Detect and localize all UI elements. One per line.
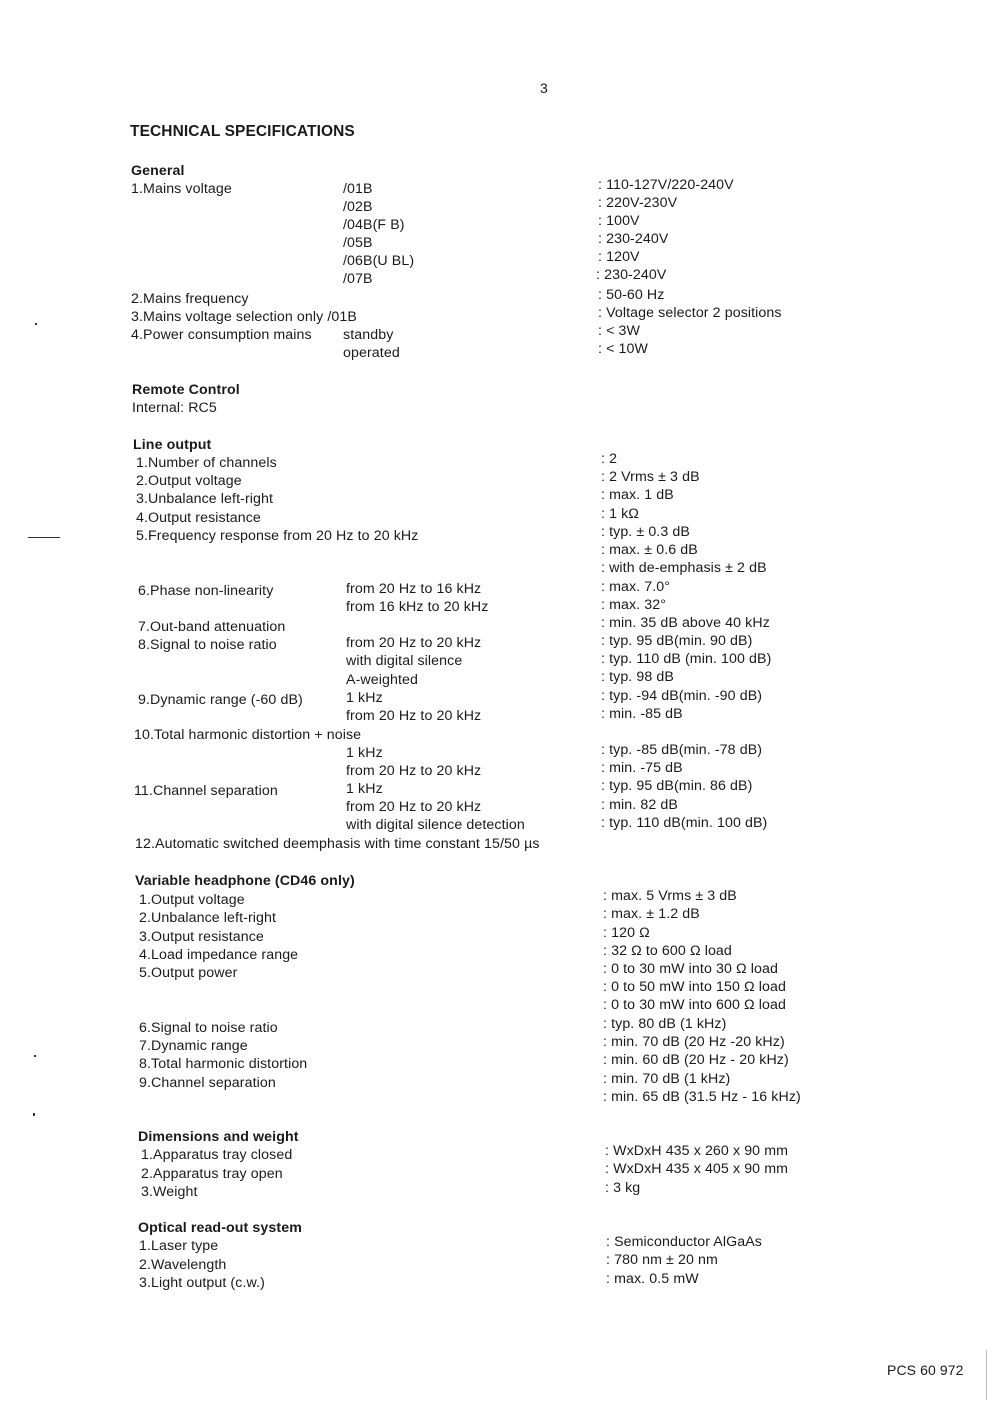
mains-voltage-variant: /04B(F B) <box>343 217 405 233</box>
tray-closed-value: : WxDxH 435 x 260 x 90 mm <box>605 1143 789 1159</box>
channel-separation-condition: with digital silence detection <box>346 817 525 833</box>
hp-channel-separation-value: : min. 70 dB (1 kHz) <box>603 1071 731 1087</box>
tray-open-label: 2.Apparatus tray open <box>141 1166 283 1182</box>
line-channels-label: 1.Number of channels <box>136 455 277 471</box>
hp-unbalance-label: 2.Unbalance left-right <box>139 910 277 926</box>
line-output-voltage-label: 2.Output voltage <box>136 473 242 489</box>
tray-open-value: : WxDxH 435 x 405 x 90 mm <box>605 1161 789 1177</box>
hp-dynamic-range-value: : min. 70 dB (20 Hz -20 kHz) <box>603 1034 785 1050</box>
channel-separation-value: : typ. 95 dB(min. 86 dB) <box>601 778 753 794</box>
hp-output-voltage-label: 1.Output voltage <box>139 892 245 908</box>
phase-nonlinearity-condition: from 16 kHz to 20 kHz <box>346 599 489 615</box>
page-number: 3 <box>540 80 548 96</box>
line-frequency-response-label: 5.Frequency response from 20 Hz to 20 kHz <box>136 528 419 544</box>
mains-voltage-value: : 110-127V/220-240V <box>598 177 734 193</box>
power-standby-value: : < 3W <box>598 323 640 339</box>
line-channels-value: : 2 <box>601 451 618 467</box>
power-operated-value: : < 10W <box>598 341 648 357</box>
section-heading-headphone: Variable headphone (CD46 only) <box>135 873 355 889</box>
mains-voltage-variant: /06B(U BL) <box>343 253 415 269</box>
dynamic-range-condition: 1 kHz <box>346 690 383 706</box>
document-code: PCS 60 972 <box>887 1362 964 1378</box>
mains-voltage-variant: /01B <box>343 181 373 197</box>
line-frequency-response-value: : typ. ± 0.3 dB <box>601 524 690 540</box>
mains-voltage-value: : 100V <box>598 213 640 229</box>
thd-label: 10.Total harmonic distortion + noise <box>134 727 362 743</box>
line-frequency-response-value: : with de-emphasis ± 2 dB <box>601 560 767 576</box>
scan-mark <box>34 1055 36 1057</box>
line-unbalance-label: 3.Unbalance left-right <box>136 491 274 507</box>
mains-voltage-value: : 230-240V <box>596 267 667 283</box>
hp-channel-separation-label: 9.Channel separation <box>139 1075 276 1091</box>
section-heading-optical: Optical read-out system <box>138 1220 302 1236</box>
outband-attenuation-value: : min. 35 dB above 40 kHz <box>601 615 770 631</box>
snr-label: 8.Signal to noise ratio <box>138 637 277 653</box>
scan-mark <box>28 537 60 538</box>
section-heading-general: General <box>131 163 185 179</box>
hp-thd-value: : min. 60 dB (20 Hz - 20 kHz) <box>603 1052 789 1068</box>
mains-voltage-label: 1.Mains voltage <box>131 181 232 197</box>
section-heading-line-output: Line output <box>133 437 212 453</box>
hp-load-impedance-label: 4.Load impedance range <box>139 947 299 963</box>
wavelength-value: : 780 nm ± 20 nm <box>606 1252 718 1268</box>
hp-snr-value: : typ. 80 dB (1 kHz) <box>603 1016 727 1032</box>
power-consumption-label: 4.Power consumption mains <box>131 327 312 343</box>
voltage-selection-label: 3.Mains voltage selection only /01B <box>131 309 357 325</box>
weight-label: 3.Weight <box>141 1184 198 1200</box>
scan-mark <box>986 1350 987 1400</box>
line-output-resistance-label: 4.Output resistance <box>136 510 261 526</box>
hp-load-impedance-value: : 32 Ω to 600 Ω load <box>603 943 732 959</box>
phase-nonlinearity-condition: from 20 Hz to 16 kHz <box>346 581 482 597</box>
mains-frequency-value: : 50-60 Hz <box>598 287 665 303</box>
scan-mark <box>35 323 37 325</box>
power-standby-label: standby <box>343 327 394 343</box>
section-heading-remote-control: Remote Control <box>132 382 240 398</box>
hp-output-power-value: : 0 to 30 mW into 600 Ω load <box>603 997 786 1013</box>
hp-thd-label: 8.Total harmonic distortion <box>139 1056 308 1072</box>
voltage-selection-value: : Voltage selector 2 positions <box>598 305 782 321</box>
thd-condition: 1 kHz <box>346 745 383 761</box>
mains-voltage-variant: /07B <box>343 271 373 287</box>
light-output-value: : max. 0.5 mW <box>606 1271 699 1287</box>
snr-condition: from 20 Hz to 20 kHz <box>346 635 482 651</box>
snr-value: : typ. 95 dB(min. 90 dB) <box>601 633 753 649</box>
snr-value: : typ. 110 dB (min. 100 dB) <box>601 651 772 667</box>
phase-nonlinearity-value: : max. 32° <box>601 597 667 613</box>
laser-type-value: : Semiconductor AlGaAs <box>606 1234 762 1250</box>
wavelength-label: 2.Wavelength <box>139 1257 227 1273</box>
channel-separation-condition: 1 kHz <box>346 781 383 797</box>
dynamic-range-condition: from 20 Hz to 20 kHz <box>346 708 482 724</box>
phase-nonlinearity-label: 6.Phase non-linearity <box>138 583 274 599</box>
power-operated-label: operated <box>343 345 400 361</box>
snr-condition: A-weighted <box>346 672 418 688</box>
hp-output-resistance-label: 3.Output resistance <box>139 929 264 945</box>
weight-value: : 3 kg <box>605 1180 641 1196</box>
tray-closed-label: 1.Apparatus tray closed <box>141 1147 293 1163</box>
remote-control-text: Internal: RC5 <box>132 400 217 416</box>
channel-separation-value: : typ. 110 dB(min. 100 dB) <box>601 815 768 831</box>
mains-voltage-value: : 220V-230V <box>598 195 678 211</box>
line-output-voltage-value: : 2 Vrms ± 3 dB <box>601 469 700 485</box>
channel-separation-condition: from 20 Hz to 20 kHz <box>346 799 482 815</box>
hp-channel-separation-value: : min. 65 dB (31.5 Hz - 16 kHz) <box>603 1089 801 1105</box>
hp-output-power-value: : 0 to 50 mW into 150 Ω load <box>603 979 786 995</box>
mains-voltage-value: : 230-240V <box>598 231 669 247</box>
line-frequency-response-value: : max. ± 0.6 dB <box>601 542 698 558</box>
hp-output-power-label: 5.Output power <box>139 965 238 981</box>
mains-voltage-variant: /05B <box>343 235 373 251</box>
hp-snr-label: 6.Signal to noise ratio <box>139 1020 278 1036</box>
channel-separation-label: 11.Channel separation <box>134 783 278 799</box>
deemphasis-label: 12.Automatic switched deemphasis with time constant 15/50 µs <box>135 836 540 852</box>
line-output-resistance-value: : 1 kΩ <box>601 506 640 522</box>
thd-value: : typ. -85 dB(min. -78 dB) <box>601 742 763 758</box>
mains-voltage-value: : 120V <box>598 249 640 265</box>
phase-nonlinearity-value: : max. 7.0° <box>601 579 671 595</box>
laser-type-label: 1.Laser type <box>139 1238 219 1254</box>
hp-dynamic-range-label: 7.Dynamic range <box>139 1038 248 1054</box>
channel-separation-value: : min. 82 dB <box>601 797 678 813</box>
snr-condition: with digital silence <box>346 653 463 669</box>
line-unbalance-value: : max. 1 dB <box>601 487 674 503</box>
page-title: TECHNICAL SPECIFICATIONS <box>130 123 355 140</box>
thd-condition: from 20 Hz to 20 kHz <box>346 763 482 779</box>
mains-voltage-variant: /02B <box>343 199 373 215</box>
section-heading-dimensions: Dimensions and weight <box>138 1129 299 1145</box>
snr-value: : typ. 98 dB <box>601 669 674 685</box>
light-output-label: 3.Light output (c.w.) <box>139 1275 265 1291</box>
hp-output-power-value: : 0 to 30 mW into 30 Ω load <box>603 961 778 977</box>
mains-frequency-label: 2.Mains frequency <box>131 291 249 307</box>
hp-unbalance-value: : max. ± 1.2 dB <box>603 906 700 922</box>
dynamic-range-value: : typ. -94 dB(min. -90 dB) <box>601 688 763 704</box>
hp-output-resistance-value: : 120 Ω <box>603 925 650 941</box>
thd-value: : min. -75 dB <box>601 760 683 776</box>
hp-output-voltage-value: : max. 5 Vrms ± 3 dB <box>603 888 737 904</box>
dynamic-range-label: 9.Dynamic range (-60 dB) <box>138 692 303 708</box>
dynamic-range-value: : min. -85 dB <box>601 706 683 722</box>
scan-mark <box>33 1113 35 1116</box>
outband-attenuation-label: 7.Out-band attenuation <box>138 619 286 635</box>
